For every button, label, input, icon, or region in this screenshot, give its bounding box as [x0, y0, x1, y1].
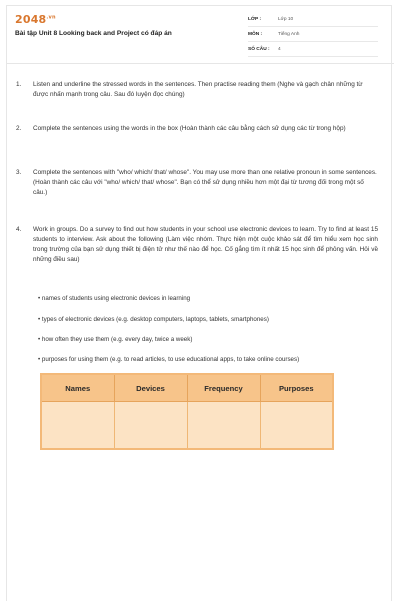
meta-value: 4	[278, 47, 281, 52]
bullet-item: • purposes for using them (e.g. to read articles, to use educational apps, to take online courses)	[38, 356, 300, 363]
bullet-item: • how often they use them (e.g. every day, twice a week)	[38, 336, 193, 343]
question-text: Complete the sentences using the words in the box (Hoàn thành các câu bằng cách sử dụng các từ trong hộp)	[33, 125, 346, 132]
table-header-row	[41, 374, 333, 402]
meta-info	[248, 13, 378, 58]
document-title: Bài tập Unit 8 Looking back and Project có đáp án	[15, 30, 172, 37]
question-1	[16, 80, 378, 100]
question-number: 2.	[16, 125, 22, 132]
meta-row-subject	[248, 28, 378, 42]
logo-tld: .vn	[46, 14, 56, 21]
table-header-devices: Devices	[114, 374, 187, 402]
table-cell	[114, 402, 187, 450]
table-cell	[187, 402, 260, 450]
question-4	[16, 225, 378, 265]
meta-row-count	[248, 43, 378, 57]
meta-value: Lớp 10	[278, 17, 294, 22]
table-header-frequency: Frequency	[187, 374, 260, 402]
question-text: Listen and underline the stressed words in the sentences. Then practise reading them (Nghe và gạch chân những từ được nhấn mạnh trong câu. Sau đó luyện đọc chúng)	[33, 81, 363, 98]
question-3	[16, 168, 378, 198]
table-cell	[41, 402, 114, 450]
logo-main: 2048	[15, 13, 47, 26]
meta-key: LỚP :	[248, 17, 262, 22]
meta-key: SỐ CÂU :	[248, 47, 270, 52]
site-logo[interactable]	[15, 13, 56, 26]
meta-value: Tiếng Anh	[278, 32, 300, 37]
question-text: Work in groups. Do a survey to find out how students in your school use electronic devices to learn. Try to find at least 15 students to interview. Ask about the following (Làm việc nhóm. Thực hiện một cuộc khảo sát để tìm hiểu xem học sinh trong trường của bạn sử dụng thiết bị điện tử như thế nào để học. Cố gắng tìm ít nhất 15 học sinh để phỏng vấn. Hỏi về những điều sau)	[33, 226, 378, 263]
header-divider	[6, 63, 394, 64]
table-cell	[260, 402, 333, 450]
bullet-item: • names of students using electronic devices in learning	[38, 295, 191, 302]
bullet-item: • types of electronic devices (e.g. desktop computers, laptops, tablets, smartphones)	[38, 316, 269, 323]
meta-row-class	[248, 13, 378, 27]
table-row	[41, 402, 333, 450]
question-number: 1.	[16, 81, 22, 88]
meta-key: MÔN :	[248, 32, 263, 37]
table-header-names: Names	[41, 374, 114, 402]
question-2	[16, 124, 378, 134]
question-number: 3.	[16, 169, 22, 176]
table-header-purposes: Purposes	[260, 374, 333, 402]
survey-table	[40, 373, 334, 450]
question-text: Complete the sentences with "who/ which/ that/ whose". You may use more than one relative pronoun in some sentences. (Hoàn thành các câu với "who/ which/ that/ whose". Bạn có thể sử dụng nhiều hơn một đại từ tương đối trong một số câu.)	[33, 169, 377, 196]
question-number: 4.	[16, 226, 22, 233]
